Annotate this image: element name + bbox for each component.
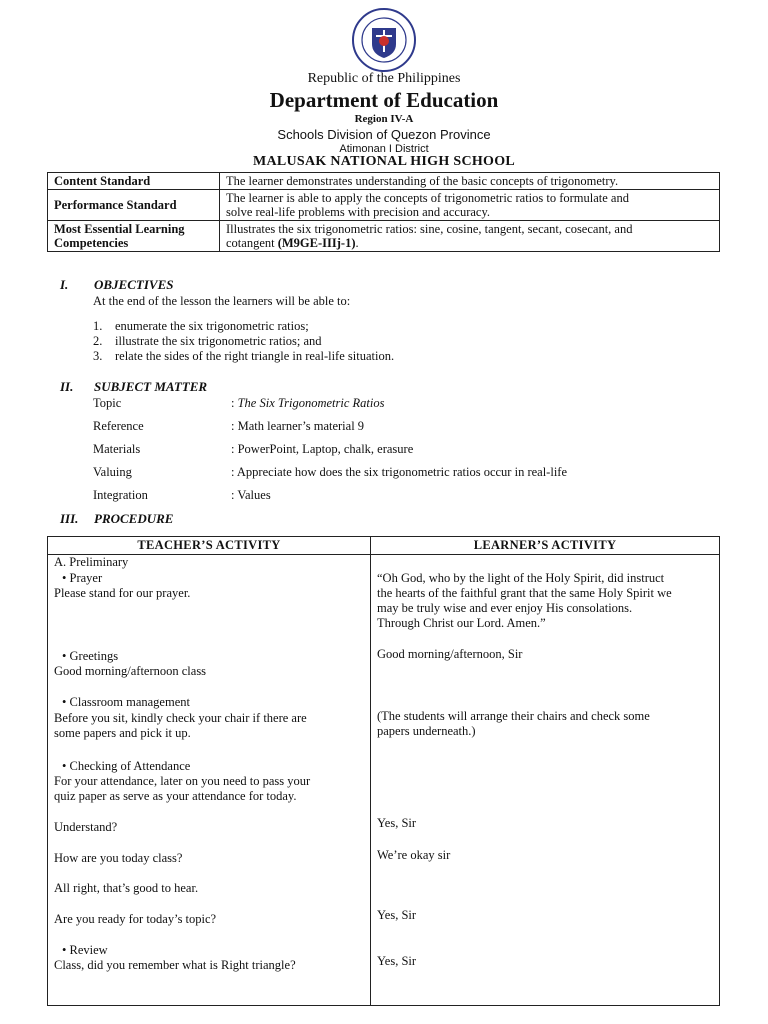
list-item: • Checking of Attendance bbox=[62, 759, 191, 773]
school-name: MALUSAK NATIONAL HIGH SCHOOL bbox=[252, 154, 516, 169]
list-item: • Greetings bbox=[62, 649, 119, 663]
arrange-line-2: papers underneath.) bbox=[377, 724, 476, 738]
preliminary-label: A. Preliminary bbox=[54, 555, 129, 569]
deped-seal-icon bbox=[352, 8, 416, 72]
republic-line: Republic of the Philippines bbox=[307, 71, 461, 86]
learner-activity-cell bbox=[371, 555, 720, 1006]
arrange-line-1: (The students will arrange their chairs and check some bbox=[377, 709, 650, 723]
melc-value: Illustrates the six trigonometric ratios: sine, cosine, tangent, secant, cosecant, and cotangent (M9GE-IIIj-1). bbox=[220, 221, 720, 252]
table-row bbox=[48, 190, 720, 221]
content-standard-value: The learner demonstrates understanding of the basic concepts of trigonometry. bbox=[220, 173, 720, 190]
subject-value-integration: : Values bbox=[231, 488, 271, 502]
learner-activity-header: LEARNER’S ACTIVITY bbox=[371, 537, 720, 555]
prayer-text: Please stand for our prayer. bbox=[54, 586, 191, 600]
district-line: Atimonan I District bbox=[339, 143, 429, 155]
how-text: How are you today class? bbox=[54, 851, 183, 865]
subject-key-topic: Topic bbox=[93, 396, 122, 410]
subject-value-valuing: : Appreciate how does the six trigonometric ratios occur in real-life bbox=[231, 465, 567, 479]
teacher-activity-cell bbox=[48, 555, 371, 1006]
greetings-text: Good morning/afternoon class bbox=[54, 664, 207, 678]
subject-value-materials: : PowerPoint, Laptop, chalk, erasure bbox=[231, 442, 414, 456]
performance-standard-label: Performance Standard bbox=[48, 190, 220, 221]
understand-text: Understand? bbox=[54, 820, 118, 834]
procedure-table bbox=[47, 536, 720, 1006]
division-line: Schools Division of Quezon Province bbox=[277, 127, 491, 142]
subject-key-valuing: Valuing bbox=[93, 465, 132, 479]
table-row bbox=[48, 173, 720, 190]
ready-text: Are you ready for today’s topic? bbox=[54, 912, 217, 926]
allright-text: All right, that’s good to hear. bbox=[54, 881, 199, 895]
list-item: 2. illustrate the six trigonometric ratios; and bbox=[93, 334, 322, 348]
list-item: 3. relate the sides of the right triangle in real-life situation. bbox=[93, 349, 395, 363]
attendance-text-2: quiz paper as serve as your attendance for today. bbox=[54, 789, 297, 803]
standards-table bbox=[47, 172, 720, 252]
greet-response: Good morning/afternoon, Sir bbox=[377, 647, 523, 661]
list-item: 1. enumerate the six trigonometric ratios; bbox=[93, 319, 309, 333]
prayer-line-1: “Oh God, who by the light of the Holy Spirit, did instruct bbox=[377, 571, 665, 585]
subject-key-integration: Integration bbox=[93, 488, 148, 502]
list-item: • Review bbox=[62, 943, 108, 957]
subject-value-reference: : Math learner’s material 9 bbox=[231, 419, 365, 433]
subject-key-reference: Reference bbox=[93, 419, 144, 433]
list-item: • Prayer bbox=[62, 571, 103, 585]
melc-code: (M9GE-IIIj-1) bbox=[277, 236, 356, 250]
prayer-line-3: may be truly wise and ever enjoy His consolations. bbox=[377, 601, 633, 615]
region-line: Region IV-A bbox=[354, 113, 414, 125]
teacher-activity-header: TEACHER’S ACTIVITY bbox=[48, 537, 371, 555]
department-title: Department of Education bbox=[269, 88, 499, 112]
classroom-text-2: some papers and pick it up. bbox=[54, 726, 191, 740]
list-item: • Classroom management bbox=[62, 695, 190, 709]
prayer-line-2: the hearts of the faithful grant that the same Holy Spirit we bbox=[377, 586, 672, 600]
melc-label: Most Essential Learning Competencies bbox=[48, 221, 220, 252]
attendance-text-1: For your attendance, later on you need to pass your bbox=[54, 774, 311, 788]
yes-response-2: Yes, Sir bbox=[377, 908, 417, 922]
table-row bbox=[48, 537, 720, 555]
okay-response: We’re okay sir bbox=[377, 848, 451, 862]
yes-response-1: Yes, Sir bbox=[377, 816, 417, 830]
performance-standard-value: The learner is able to apply the concepts of trigonometric ratios to formulate and solve real-life problems with precision and accuracy. bbox=[220, 190, 720, 221]
yes-response-3: Yes, Sir bbox=[377, 954, 417, 968]
objectives-intro: At the end of the lesson the learners will be able to: bbox=[93, 294, 351, 308]
content-standard-label: Content Standard bbox=[48, 173, 220, 190]
table-row bbox=[48, 555, 720, 1006]
prayer-line-4: Through Christ our Lord. Amen.” bbox=[377, 616, 546, 630]
review-text: Class, did you remember what is Right triangle? bbox=[54, 958, 296, 972]
subject-value-topic: : The Six Trigonometric Ratios bbox=[231, 396, 385, 410]
table-row bbox=[48, 221, 720, 252]
subject-key-materials: Materials bbox=[93, 442, 141, 456]
classroom-text-1: Before you sit, kindly check your chair if there are bbox=[54, 711, 307, 725]
